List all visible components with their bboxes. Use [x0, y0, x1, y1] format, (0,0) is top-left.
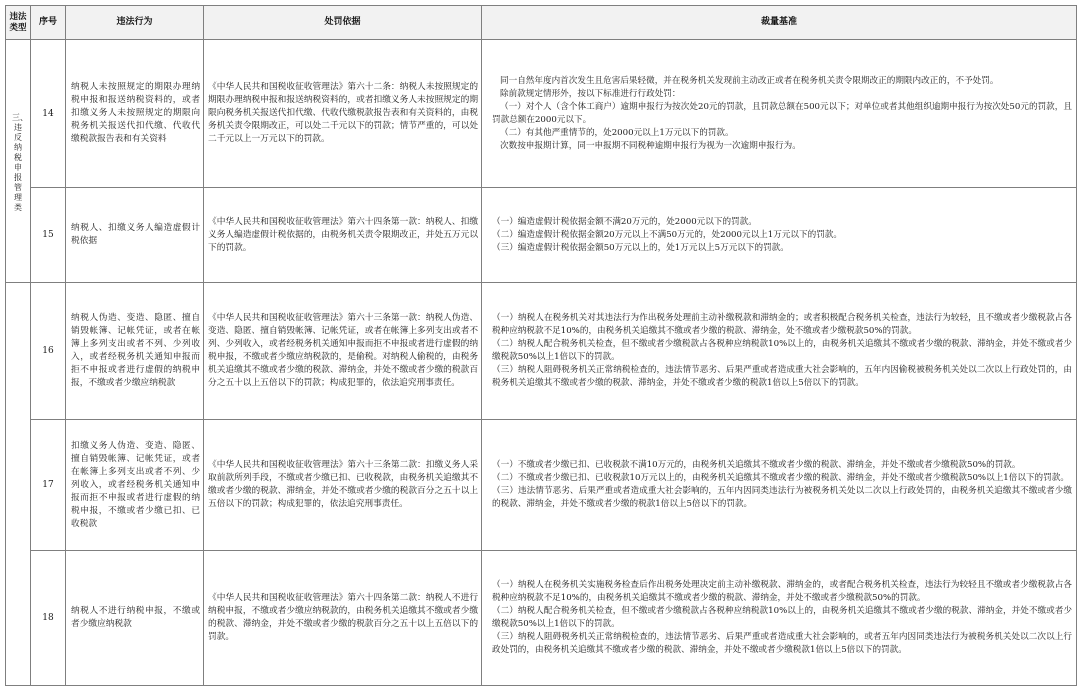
basis-cell: 《中华人民共和国税收征收管理法》第六十三条第二款：扣缴义务人采取前款所列手段，不缴或者少缴已扣、已收税款，由税务机关追缴其不缴或者少缴的税款、滞纳金，并处不缴或者少缴的税款百分之五十以上五倍以下的罚款；构成犯罪的，依法追究刑事责任。 [204, 420, 482, 551]
standard-paragraph: （二）有其他严重情节的，处2000元以上1万元以下的罚款。 [500, 127, 734, 138]
row-number: 17 [31, 420, 66, 551]
category-cell-empty [6, 283, 31, 686]
standard-paragraph: 次数按申报期计算，同一申报期不同税种逾期申报行为视为一次逾期申报行为。 [500, 140, 801, 151]
table-row [6, 420, 1077, 551]
table-row [6, 188, 1077, 283]
standard-paragraph: 除前款规定情形外，按以下标准进行行政处罚： [500, 88, 681, 99]
violation-cell: 纳税人伪造、变造、隐匿、擅自销毁帐簿、记帐凭证，或者在帐簿上多列支出或者不列、少列收入，或者经税务机关通知申报而拒不申报或者进行虚假的纳税申报，不缴或者少缴应纳税款 [66, 283, 204, 420]
standard-cell [482, 420, 1077, 551]
header-number: 序号 [31, 6, 66, 40]
row-number: 16 [31, 283, 66, 420]
standard-paragraph: （二）纳税人配合税务机关检查，但不缴或者少缴税款占各税种应纳税款10%以上的，由税务机关追缴其不缴或者少缴的税款、滞纳金，并处不缴或者少缴税款50%以上1倍以下的罚款。 [492, 606, 1072, 629]
standard-paragraph: （一）对个人（含个体工商户）逾期申报行为按次处20元的罚款，且罚款总额在500元以下；对单位或者其他组织逾期申报行为按次处50元的罚款，且罚款总额在2000元以下。 [492, 101, 1072, 125]
standard-paragraph: （二）编造虚假计税依据金额20万元以上不满50万元的，处2000元以上1万元以下的罚款。 [492, 229, 842, 240]
table-row [6, 283, 1077, 420]
standard-paragraph: （一）编造虚假计税依据金额不满20万元的，处2000元以下的罚款。 [492, 216, 757, 227]
row-number: 15 [31, 188, 66, 283]
standard-cell [482, 551, 1077, 686]
standard-cell [482, 283, 1077, 420]
violation-cell: 纳税人不进行纳税申报，不缴或者少缴应纳税款 [66, 551, 204, 686]
standard-paragraph: （三）纳税人阻碍税务机关正常纳税检查的，违法情节恶劣、后果严重或者造成重大社会影响的，五年内因偷税被税务机关处以二次以上行政处罚的，由税务机关追缴其不缴或者少缴的税款、滞纳金，并处不缴或者少缴的税款1倍以上5倍以下的罚款。 [492, 365, 1072, 388]
standard-paragraph: （一）纳税人在税务机关实施税务检查后作出税务处理决定前主动补缴税款、滞纳金的，或者配合税务机关检查，违法行为较轻且不缴或者少缴税款占各税种应纳税款不足10%的，由税务机关追缴其不缴或者少缴的税款、滞纳金，并处不缴或者少缴税款50%的罚款。 [492, 580, 1072, 603]
row-number: 14 [31, 40, 66, 188]
table-row [6, 40, 1077, 188]
standard-paragraph: （二）不缴或者少缴已扣、已收税款10万元以上的，由税务机关追缴其不缴或者少缴的税款、滞纳金，并处不缴或者少缴税款50%以上1倍以下的罚款。 [492, 473, 1069, 483]
violation-cell: 纳税人未按照规定的期限办理纳税申报和报送纳税资料的，或者扣缴义务人未按照规定的期限向税务机关报送代扣代缴、代收代缴税款报告表和有关资料 [66, 40, 204, 188]
basis-cell: 《中华人民共和国税收征收管理法》第六十四条第一款：纳税人、扣缴义务人编造虚假计税依据的，由税务机关责令限期改正，并处五万元以下的罚款。 [204, 188, 482, 283]
standard-paragraph: （二）纳税人配合税务机关检查，但不缴或者少缴税款占各税种应纳税款10%以上的，由税务机关追缴其不缴或者少缴的税款、滞纳金，并处不缴或者少缴税款50%以上1倍以下的罚款。 [492, 339, 1072, 362]
category-label: 三、违反纳税申报管理类 [12, 113, 28, 212]
basis-cell: 《中华人民共和国税收征收管理法》第六十三条第一款：纳税人伪造、变造、隐匿、擅自销毁帐簿、记帐凭证，或者在帐簿上多列支出或者不列、少列收入，或者经税务机关通知申报而拒不申报或者进行虚假的纳税申报，不缴或者少缴应纳税款的，是偷税。对纳税人偷税的，由税务机关追缴其不缴或者少缴的税款、滞纳金，并处不缴或者少缴的税款百分之五十以上五倍以下的罚款；构成犯罪的，依法追究刑事责任。 [204, 283, 482, 420]
category-cell [6, 40, 31, 283]
basis-cell: 《中华人民共和国税收征收管理法》第六十二条：纳税人未按照规定的期限办理纳税申报和报送纳税资料的，或者扣缴义务人未按照规定的期限向税务机关报送代扣代缴、代收代缴税款报告表和有关资料的，由税务机关责令限期改正，可以处二千元以下的罚款；情节严重的，可以处二千元以上一万元以下的罚款。 [204, 40, 482, 188]
standard-paragraph: （三）违法情节恶劣、后果严重或者造成重大社会影响的，五年内因同类违法行为被税务机关处以二次以上行政处罚的，由税务机关追缴其不缴或者少缴的税款、滞纳金，并处不缴或者少缴的税款1倍以上5倍以下的罚款。 [492, 486, 1072, 509]
standard-paragraph: 同一自然年度内首次发生且危害后果轻微，并在税务机关发现前主动改正或者在税务机关责令限期改正的期限内改正的，不予处罚。 [500, 75, 999, 86]
violation-cell: 纳税人、扣缴义务人编造虚假计税依据 [66, 188, 204, 283]
standard-paragraph: （一）不缴或者少缴已扣、已收税款不满10万元的，由税务机关追缴其不缴或者少缴的税款、滞纳金，并处不缴或者少缴税款50%的罚款。 [492, 460, 1021, 470]
standard-paragraph: （三）编造虚假计税依据金额50万元以上的，处1万元以上5万元以下的罚款。 [492, 242, 789, 253]
table-header-row [6, 6, 1077, 40]
violation-cell: 扣缴义务人伪造、变造、隐匿、擅自销毁帐簿、记帐凭证，或者在帐簿上多列支出或者不列、少列收入，或者经税务机关通知申报而拒不申报或者进行虚假的纳税申报，不缴或者少缴已扣、已收税款 [66, 420, 204, 551]
header-violation: 违法行为 [66, 6, 204, 40]
table-row [6, 551, 1077, 686]
standard-cell [482, 188, 1077, 283]
header-standard: 裁量基准 [482, 6, 1077, 40]
standard-paragraph: （一）纳税人在税务机关对其违法行为作出税务处理前主动补缴税款和滞纳金的；或者积极配合税务机关检查，违法行为较轻，且不缴或者少缴税款占各税种应纳税款不足10%的，由税务机关追缴其不缴或者少缴的税款、滞纳金，处不缴或者少缴税款50%的罚款。 [492, 313, 1072, 336]
header-category: 违法类型 [6, 6, 31, 40]
header-basis: 处罚依据 [204, 6, 482, 40]
standard-paragraph: （三）纳税人阻碍税务机关正常纳税检查的，违法情节恶劣、后果严重或者造成重大社会影响的，或者五年内因同类违法行为被税务机关处以二次以上行政处罚的，由税务机关追缴其不缴或者少缴的税款、滞纳金，并处不缴或者少缴税款1倍以上5倍以下的罚款。 [492, 632, 1072, 655]
basis-cell: 《中华人民共和国税收征收管理法》第六十四条第二款：纳税人不进行纳税申报，不缴或者少缴应纳税款的，由税务机关追缴其不缴或者少缴的税款、滞纳金，并处不缴或者少缴的税款百分之五十以上五倍以下的罚款。 [204, 551, 482, 686]
standard-cell [482, 40, 1077, 188]
row-number: 18 [31, 551, 66, 686]
penalty-standards-table [5, 5, 1077, 686]
